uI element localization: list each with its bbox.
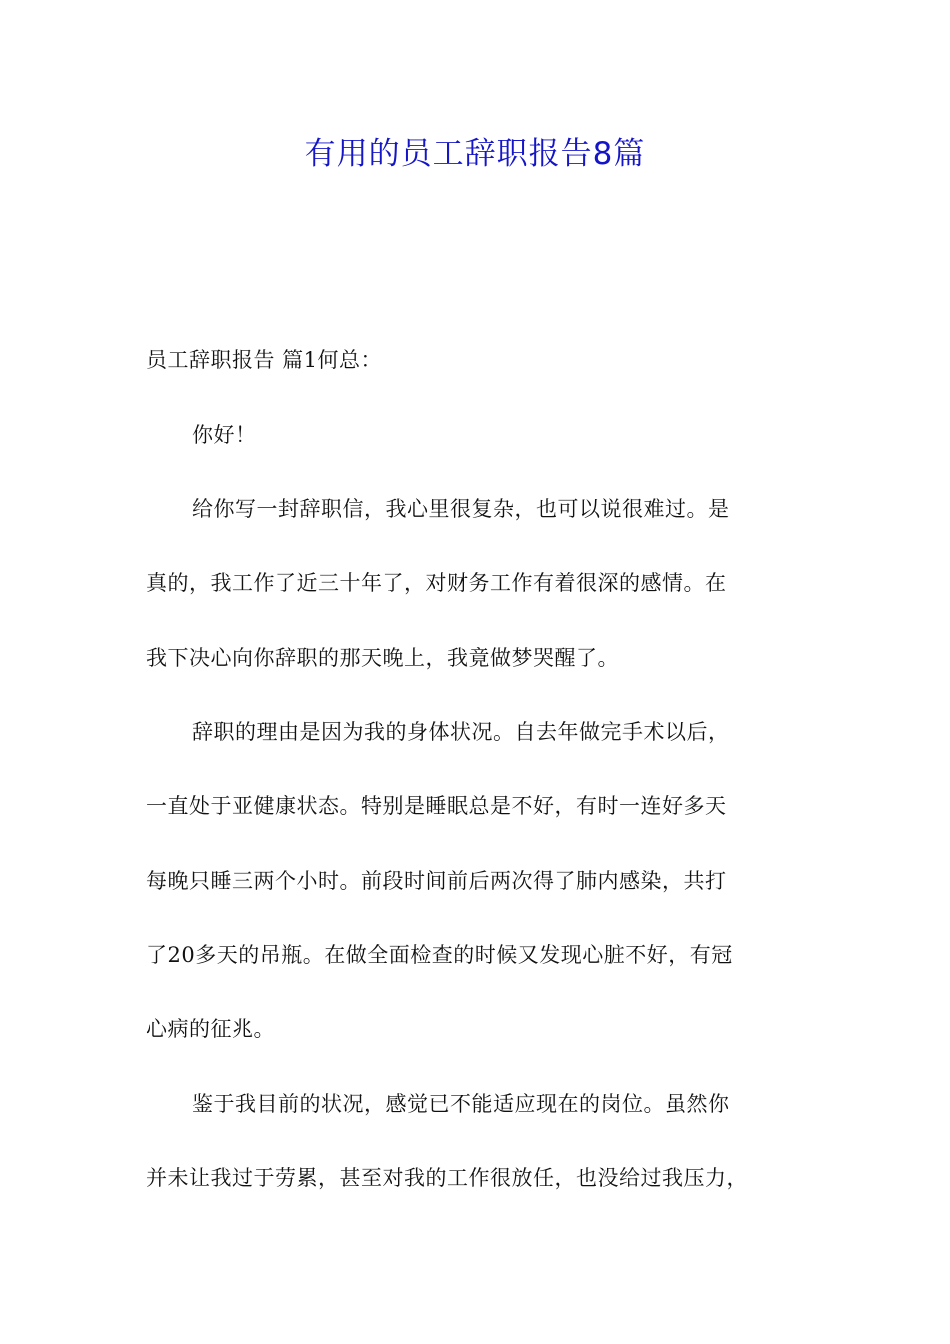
paragraph-2-line-1: 辞职的理由是因为我的身体状况。自去年做完手术以后， <box>192 720 730 744</box>
paragraph-1-line-2: 真的，我工作了近三十年了，对财务工作有着很深的感情。在 <box>146 571 727 595</box>
greeting: 你好！ <box>192 423 257 447</box>
paragraph-2-line-5: 心病的征兆。 <box>146 1017 275 1041</box>
document-title: 有用的员工辞职报告8篇 <box>304 136 646 172</box>
paragraph-3-line-1: 鉴于我目前的状况，感觉已不能适应现在的岗位。虽然你 <box>192 1092 730 1116</box>
paragraph-1-line-3: 我下决心向你辞职的那天晚上，我竟做梦哭醒了。 <box>146 646 619 670</box>
paragraph-3-line-2: 并未让我过于劳累，甚至对我的工作很放任，也没给过我压力， <box>146 1166 748 1190</box>
paragraph-2-line-3: 每晚只睡三两个小时。前段时间前后两次得了肺内感染，共打 <box>146 869 727 893</box>
salutation-heading: 员工辞职报告 篇1何总： <box>146 348 383 372</box>
paragraph-1-line-1: 给你写一封辞职信，我心里很复杂，也可以说很难过。是 <box>192 497 730 521</box>
paragraph-2-line-4: 了20多天的吊瓶。在做全面检查的时候又发现心脏不好，有冠 <box>146 943 733 967</box>
paragraph-2-line-2: 一直处于亚健康状态。特别是睡眠总是不好，有时一连好多天 <box>146 794 727 818</box>
